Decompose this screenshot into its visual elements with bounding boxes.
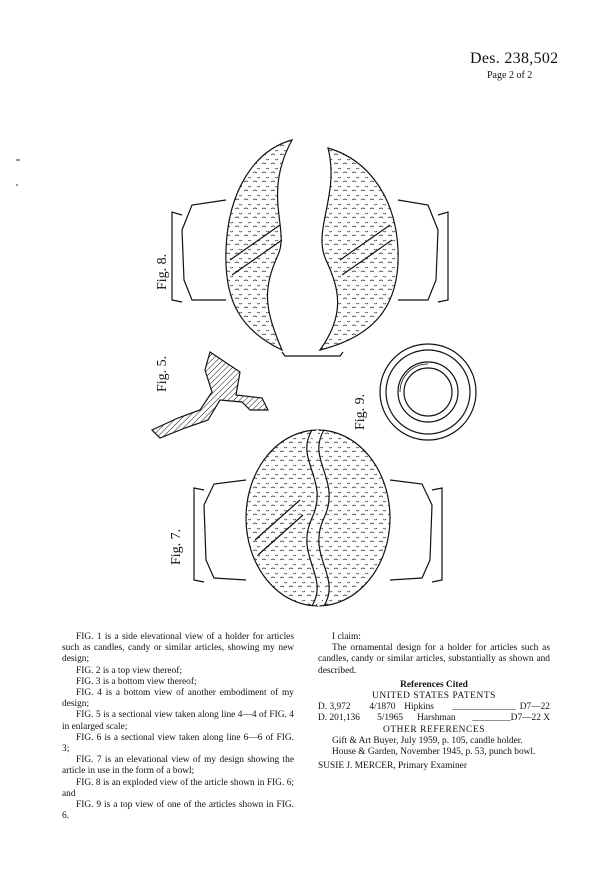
fig4-description: FIG. 4 is a bottom view of another embodiment of my design;: [62, 688, 294, 710]
fig8-description: FIG. 8 is an exploded view of the article shown in FIG. 6; and: [62, 777, 294, 799]
references-heading: References Cited: [400, 679, 468, 690]
reference-inventor: Harshman: [417, 713, 456, 724]
reference-date: 4/1870: [369, 702, 396, 713]
fig5-label: Fig. 5.: [155, 355, 170, 392]
reference-leader: _______________: [452, 702, 516, 713]
fig3-description: FIG. 3 is a bottom view thereof;: [76, 676, 197, 687]
fig1-description: FIG. 1 is a side elevational view of a holder for articles such as candles, candy or similar articles, showing my new design;: [62, 632, 294, 665]
patent-number: Des. 238,502: [470, 50, 559, 67]
us-patents-heading: UNITED STATES PATENTS: [371, 691, 496, 702]
figure-description-column: [62, 632, 294, 822]
fig7-assembled-view: [194, 430, 442, 606]
other-reference: House & Garden, November 1945, p. 53, punch bowl.: [332, 747, 536, 758]
reference-date: 5/1965: [377, 713, 404, 724]
fig9-top-view: [380, 344, 476, 440]
fig7-description: FIG. 7 is an elevational view of my design showing the article in use in the form of a bowl;: [62, 755, 294, 777]
claim-heading: I claim:: [332, 632, 361, 642]
fig9-label: Fig. 9.: [353, 393, 368, 430]
fig8-label: Fig. 8.: [155, 253, 170, 290]
reference-number: D. 3,972: [318, 702, 351, 713]
margin-marks: [16, 160, 20, 185]
fig9-description: FIG. 9 is a top view of one of the articles shown in FIG. 6.: [62, 800, 294, 822]
fig8-exploded-view: [172, 140, 448, 356]
fig6-description: FIG. 6 is a sectional view taken along line 6—6 of FIG. 3;: [62, 732, 294, 755]
claims-references-column: [318, 632, 550, 772]
fig7-label: Fig. 7.: [169, 528, 184, 565]
reference-class: D7—22: [519, 702, 550, 713]
reference-row: [318, 702, 550, 713]
other-reference: Gift & Art Buyer, July 1959, p. 105, candle holder.: [332, 735, 523, 746]
other-references-heading: OTHER REFERENCES: [382, 724, 486, 735]
page-indicator: Page 2 of 2: [487, 70, 533, 81]
examiner: SUSIE J. MERCER, Primary Examiner: [318, 761, 467, 772]
reference-inventor: Hipkins: [404, 702, 434, 713]
reference-number: D. 201,136: [318, 713, 360, 724]
reference-row: [318, 713, 550, 724]
reference-class: D7—22 X: [510, 713, 550, 724]
claim-text: The ornamental design for a holder for articles such as candles, candy or similar articles, substantially as shown and described.: [318, 643, 550, 676]
fig2-description: FIG. 2 is a top view thereof;: [76, 665, 182, 676]
fig5-description: FIG. 5 is a sectional view taken along line 4—4 of FIG. 4 in enlarged scale;: [62, 710, 294, 732]
reference-leader: _________: [472, 713, 510, 724]
